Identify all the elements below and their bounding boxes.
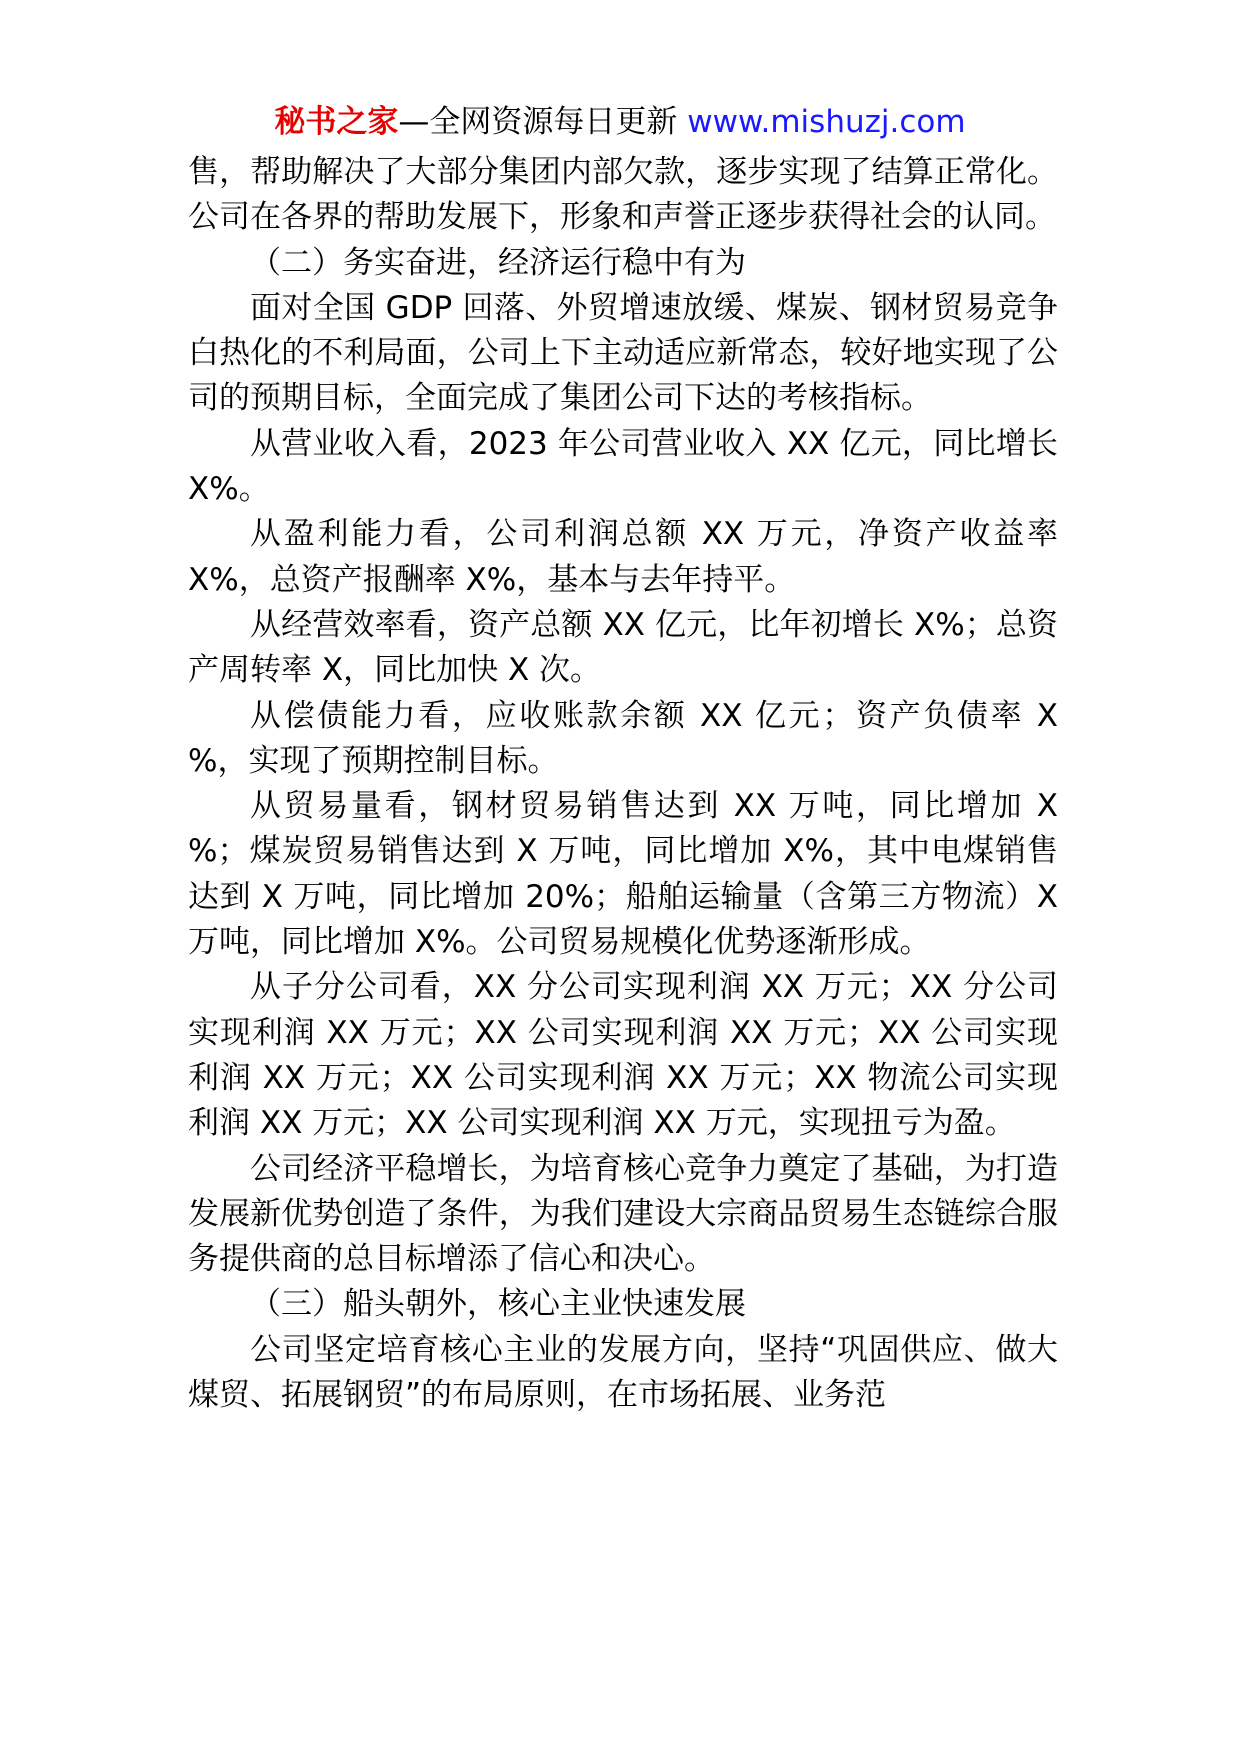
document-body xyxy=(188,150,1058,1418)
paragraph-trade-volume: 从贸易量看，钢材贸易销售达到 XX 万吨，同比增加 X %；煤炭贸易销售达到 X 万吨，同比增加 X%，其中电煤销售达到 X 万吨，同比增加 20%；船舶运输量（含第三方物流）X 万吨，同比增加 X%。公司贸易规模化优势逐渐形成。 xyxy=(188,788,1058,961)
header-url-link[interactable]: www.mishuzj.com xyxy=(687,104,966,140)
section-heading-3: （三）船头朝外，核心主业快速发展 xyxy=(250,1286,746,1323)
header-brand: 秘书之家 xyxy=(274,104,399,140)
paragraph-revenue: 从营业收入看，2023 年公司营业收入 XX 亿元，同比增长 X%。 xyxy=(188,425,1058,508)
paragraph-efficiency: 从经营效率看，资产总额 XX 亿元，比年初增长 X%；总资产周转率 X，同比加快 X 次。 xyxy=(188,606,1058,689)
paragraph-solvency: 从偿债能力看，应收账款余额 XX 亿元；资产负债率 X %，实现了预期控制目标。 xyxy=(188,697,1058,779)
paragraph-core-business: 公司坚定培育核心主业的发展方向，坚持“巩固供应、做大煤贸、拓展钢贸”的布局原则，在市场拓展、业务范 xyxy=(188,1331,1058,1414)
paragraph-continuation: 售，帮助解决了大部分集团内部欠款，逐步实现了结算正常化。公司在各界的帮助发展下，形象和声誉正逐步获得社会的认同。 xyxy=(188,154,1058,236)
paragraph-profitability: 从盈利能力看，公司利润总额 XX 万元，净资产收益率 X%，总资产报酬率 X%，基本与去年持平。 xyxy=(188,516,1058,598)
section-heading-2: （二）务实奋进，经济运行稳中有为 xyxy=(250,244,746,281)
paragraph-summary: 公司经济平稳增长，为培育核心竞争力奠定了基础，为打造发展新优势创造了条件，为我们建设大宗商品贸易生态链综合服务提供商的总目标增添了信心和决心。 xyxy=(188,1150,1058,1278)
paragraph: 面对全国 GDP 回落、外贸增速放缓、煤炭、钢材贸易竞争白热化的不利局面，公司上下主动适应新常态，较好地实现了公司的预期目标，全面完成了集团公司下达的考核指标。 xyxy=(188,289,1058,417)
paragraph-subsidiaries: 从子分公司看，XX 分公司实现利润 XX 万元；XX 分公司实现利润 XX 万元；XX 公司实现利润 XX 万元；XX 公司实现利润 XX 万元；XX 公司实现利润 XX 万元；XX 物流公司实现利润 XX 万元；XX 公司实现利润 XX 万元，实现扭亏为盈。 xyxy=(188,969,1058,1142)
page-header xyxy=(0,100,1240,144)
header-tagline: —全网资源每日更新 xyxy=(398,104,678,140)
